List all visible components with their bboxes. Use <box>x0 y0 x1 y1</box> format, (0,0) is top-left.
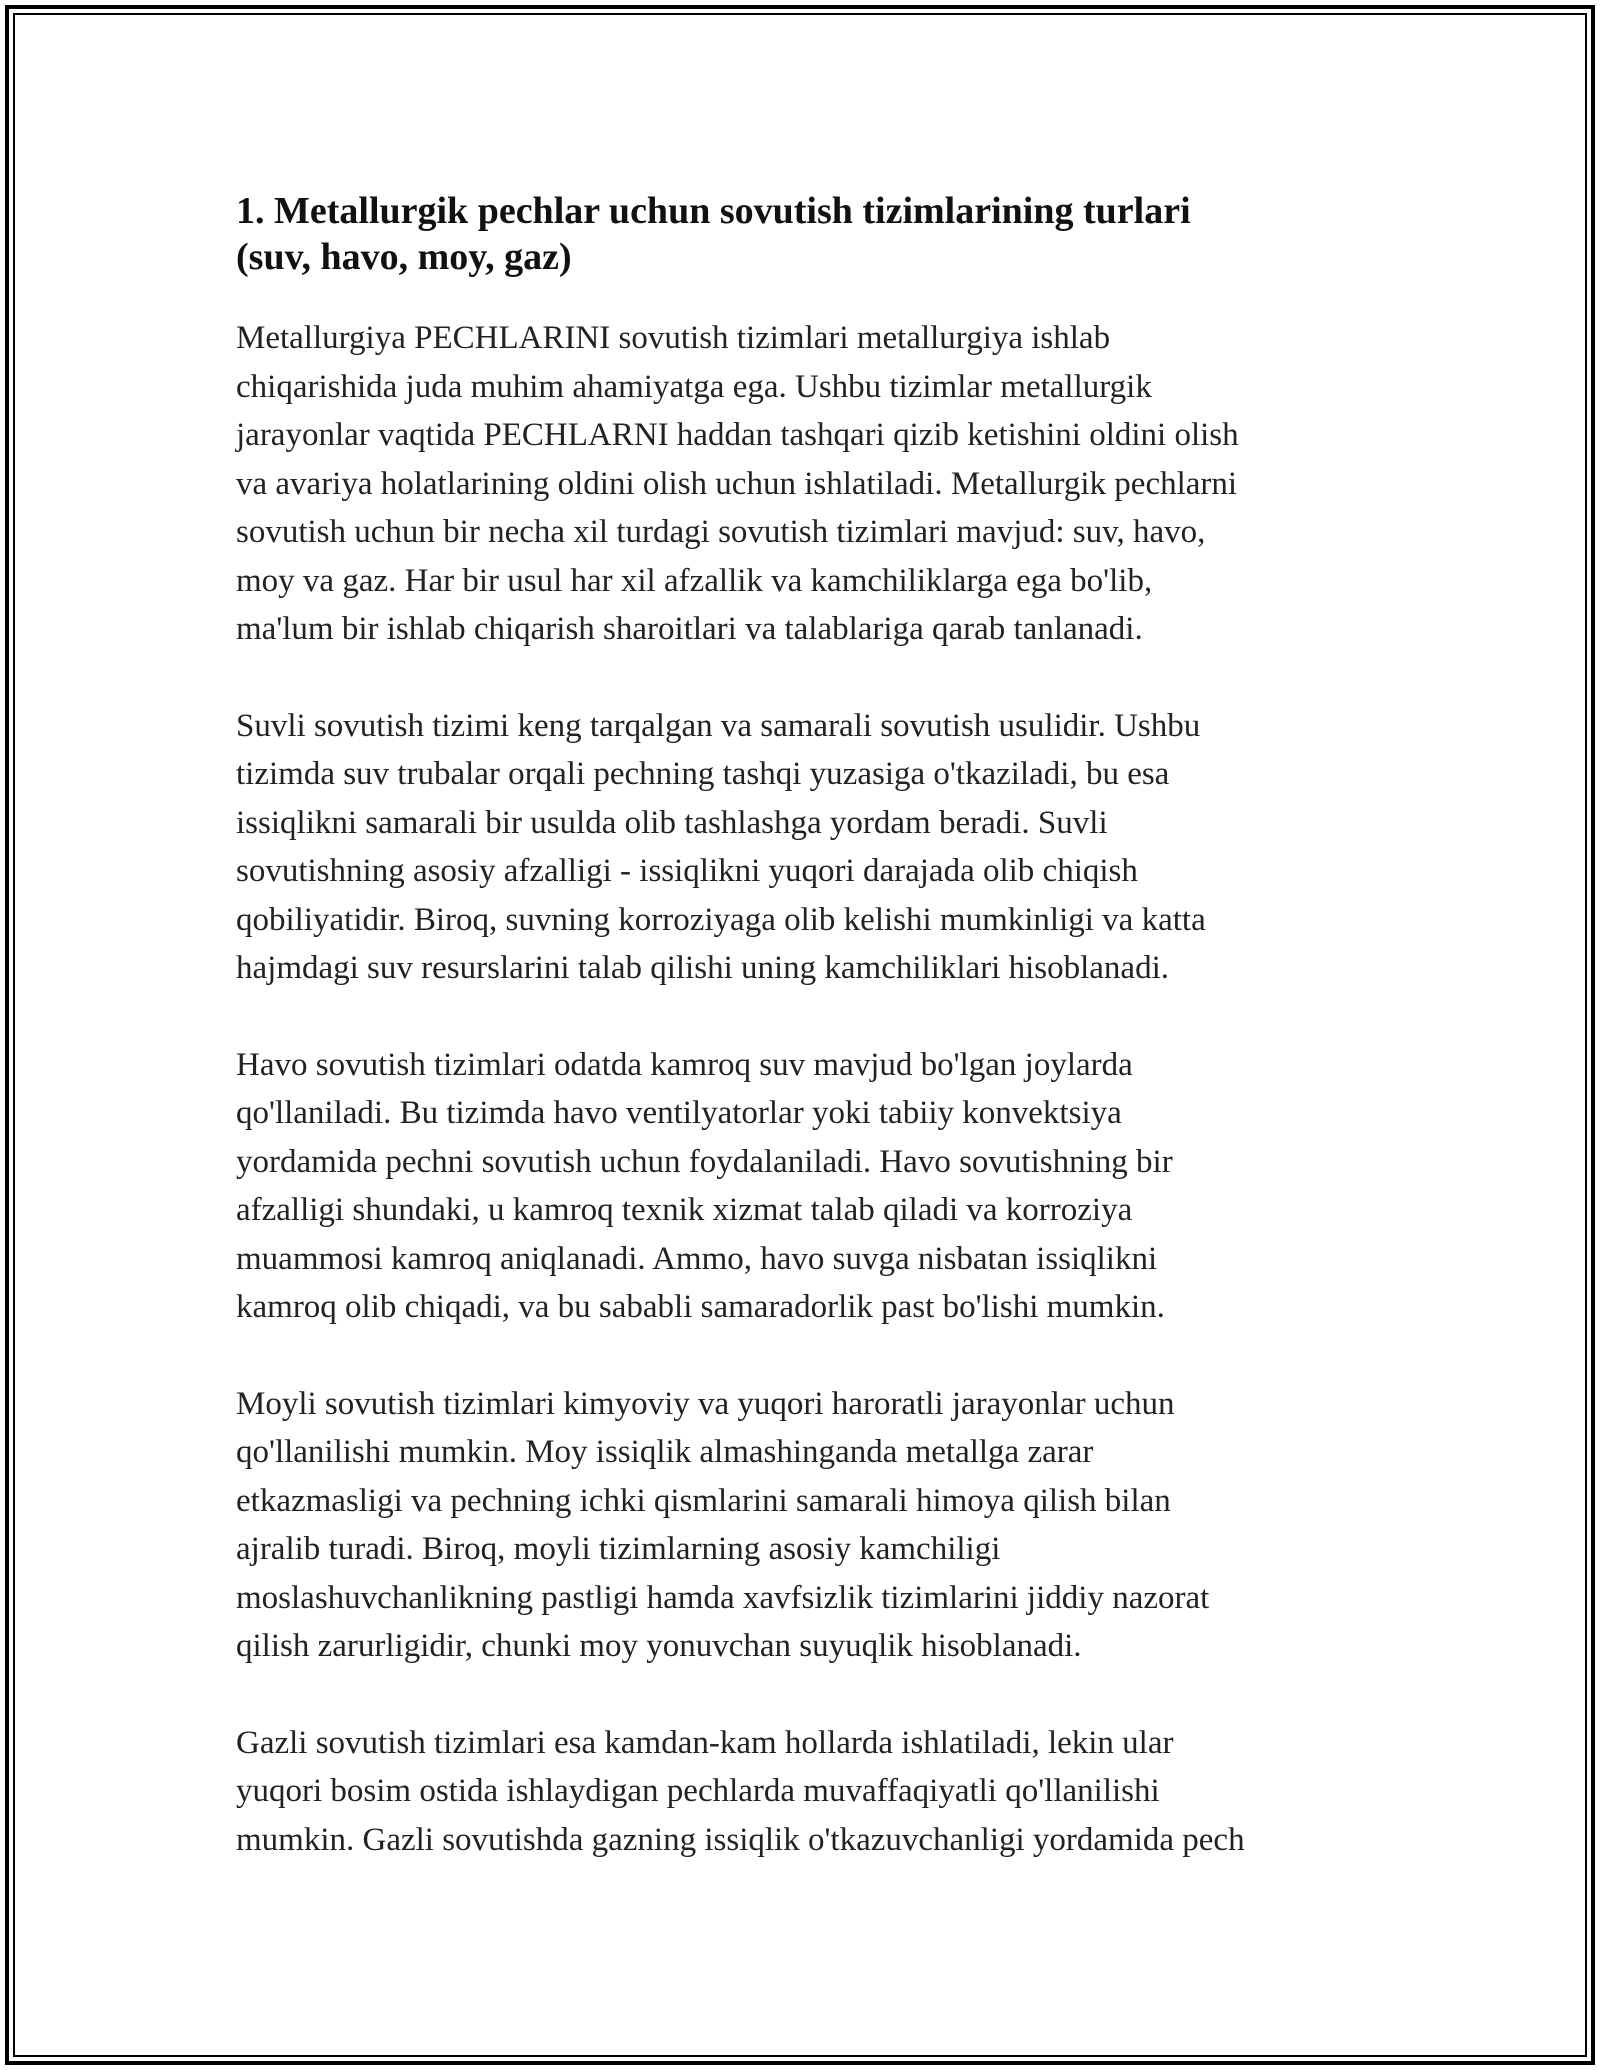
paragraph-line: issiqlikni samarali bir usulda olib tashlashga yordam beradi. Suvli <box>236 804 1108 841</box>
paragraph-line: Suvli sovutish tizimi keng tarqalgan va samarali sovutish usulidir. Ushbu <box>236 707 1201 744</box>
heading-line-1: 1. Metallurgik pechlar uchun sovutish tizimlarining turlari <box>236 190 1191 232</box>
paragraph-line: chiqarishida juda muhim ahamiyatga ega. Ushbu tizimlar metallurgik <box>236 368 1152 405</box>
paragraph-line: Metallurgiya PECHLARINI sovutish tizimlari metallurgiya ishlab <box>236 320 1111 356</box>
section-heading <box>236 188 1366 280</box>
paragraph-line: kamroq olib chiqadi, va bu sababli samaradorlik past bo'lishi mumkin. <box>236 1289 1165 1325</box>
document-body <box>236 188 1366 1912</box>
paragraph-1 <box>236 314 1366 654</box>
paragraph-line: ma'lum bir ishlab chiqarish sharoitlari va talablariga qarab tanlanadi. <box>236 611 1143 647</box>
paragraph-3 <box>236 1041 1366 1332</box>
paragraph-line: tizimda suv trubalar orqali pechning tashqi yuzasiga o'tkaziladi, bu esa <box>236 756 1170 792</box>
paragraph-line: qo'llaniladi. Bu tizimda havo ventilyatorlar yoki tabiiy konvektsiya <box>236 1095 1122 1131</box>
heading-line-2: (suv, havo, moy, gaz) <box>236 236 572 278</box>
paragraph-line: moslashuvchanlikning pastligi hamda xavfsizlik tizimlarini jiddiy nazorat <box>236 1579 1210 1616</box>
paragraph-line: afzalligi shundaki, u kamroq texnik xizmat talab qiladi va korroziya <box>236 1192 1133 1228</box>
paragraph-line: Gazli sovutish tizimlari esa kamdan-kam hollarda ishlatiladi, lekin ular <box>236 1724 1174 1761</box>
paragraph-line: moy va gaz. Har bir usul har xil afzallik va kamchiliklarga ega bo'lib, <box>236 562 1153 599</box>
paragraph-4 <box>236 1380 1366 1671</box>
paragraph-line: va avariya holatlarining oldini olish uchun ishlatiladi. Metallurgik pechlarni <box>236 465 1238 502</box>
paragraph-line: Havo sovutish tizimlari odatda kamroq suv mavjud bo'lgan joylarda <box>236 1046 1133 1083</box>
paragraph-line: hajmdagi suv resurslarini talab qilishi uning kamchiliklari hisoblanadi. <box>236 950 1169 986</box>
paragraph-line: jarayonlar vaqtida PECHLARNI haddan tashqari qizib ketishini oldini olish <box>236 417 1239 453</box>
paragraph-2 <box>236 702 1366 993</box>
paragraph-line: qo'llanilishi mumkin. Moy issiqlik almashinganda metallga zarar <box>236 1434 1094 1470</box>
paragraph-5 <box>236 1719 1366 1865</box>
paragraph-line: Moyli sovutish tizimlari kimyoviy va yuqori haroratli jarayonlar uchun <box>236 1385 1175 1422</box>
paragraph-line: yuqori bosim ostida ishlaydigan pechlarda muvaffaqiyatli qo'llanilishi <box>236 1773 1160 1809</box>
paragraph-line: sovutish uchun bir necha xil turdagi sovutish tizimlari mavjud: suv, havo, <box>236 514 1206 550</box>
paragraph-line: mumkin. Gazli sovutishda gazning issiqlik o'tkazuvchanligi yordamida pech <box>236 1821 1245 1858</box>
paragraph-line: yordamida pechni sovutish uchun foydalaniladi. Havo sovutishning bir <box>236 1143 1173 1180</box>
paragraph-line: muammosi kamroq aniqlanadi. Ammo, havo suvga nisbatan issiqlikni <box>236 1240 1158 1277</box>
paragraph-line: etkazmasligi va pechning ichki qismlarini samarali himoya qilish bilan <box>236 1482 1171 1519</box>
paragraph-line: ajralib turadi. Biroq, moyli tizimlarning asosiy kamchiligi <box>236 1531 1001 1567</box>
paragraph-line: sovutishning asosiy afzalligi - issiqlikni yuqori darajada olib chiqish <box>236 853 1138 889</box>
paragraph-line: qobiliyatidir. Biroq, suvning korroziyaga olib kelishi mumkinligi va katta <box>236 901 1206 938</box>
paragraph-line: qilish zarurligidir, chunki moy yonuvchan suyuqlik hisoblanadi. <box>236 1628 1082 1664</box>
